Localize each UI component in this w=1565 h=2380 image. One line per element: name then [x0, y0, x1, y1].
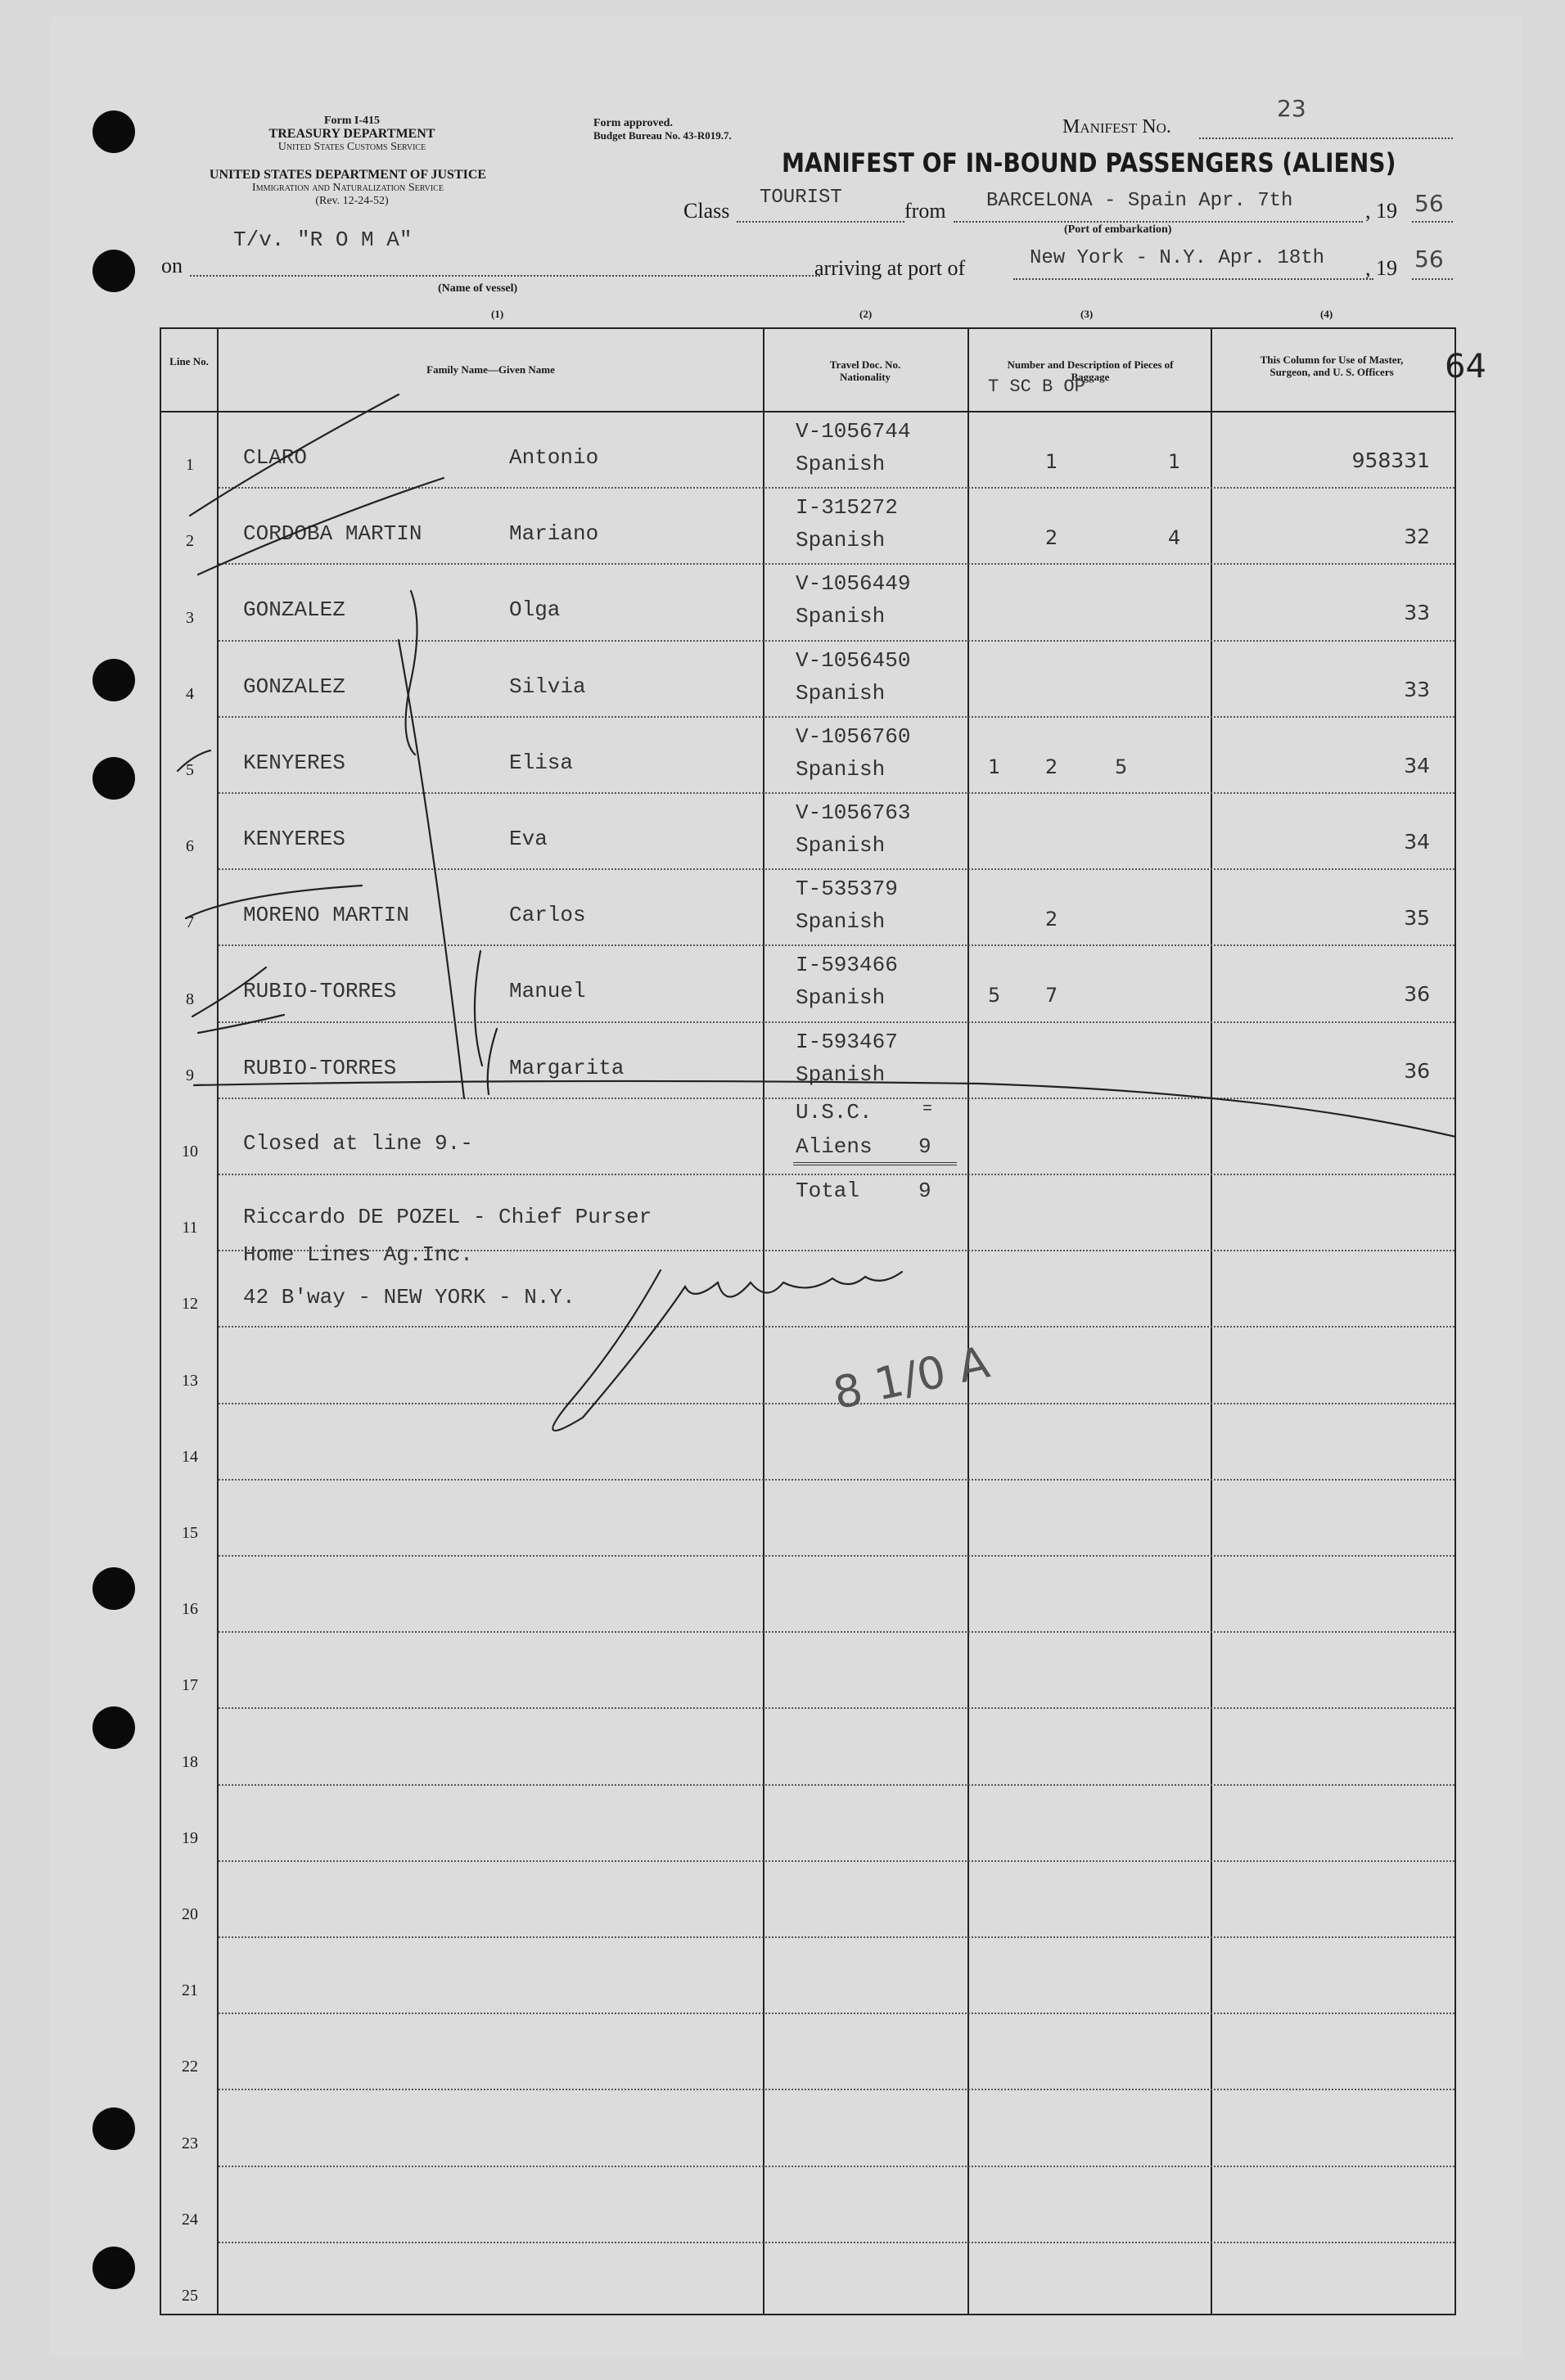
officer-note: 34	[1404, 753, 1430, 778]
usc-value: =	[922, 1100, 933, 1119]
travel-doc-number: I-315272	[796, 495, 898, 521]
line-number: 12	[182, 1295, 198, 1314]
line-number: 4	[186, 684, 194, 703]
nationality: Spanish	[796, 756, 886, 782]
handwritten-note: 8 1/0 A	[828, 1336, 994, 1420]
line-number: 9	[186, 1066, 194, 1084]
class-value: TOURIST	[760, 187, 842, 209]
vessel-value: T/v. "R O M A"	[233, 228, 413, 252]
manifest-no-label: Manifest No.	[1062, 116, 1171, 137]
budget-bureau: Budget Bureau No. 43-R019.7.	[593, 129, 732, 142]
binder-hole	[92, 1567, 135, 1610]
agent-name: Home Lines Ag.Inc.	[243, 1242, 473, 1267]
line-number: 23	[182, 2134, 198, 2152]
baggage-count: 2	[1045, 526, 1058, 550]
passenger-family-name: CLARO	[243, 445, 308, 470]
arrival-year: 56	[1414, 246, 1444, 273]
agent-address: 42 B'way - NEW YORK - N.Y.	[243, 1285, 575, 1309]
line-number: 13	[182, 1371, 198, 1390]
passenger-given-name: Manuel	[509, 979, 586, 1004]
baggage-count: 1	[1168, 450, 1181, 473]
form-number: Form I-415	[323, 115, 381, 127]
justice-department: UNITED STATES DEPARTMENT OF JUSTICE	[209, 168, 487, 182]
nationality: Spanish	[796, 909, 886, 935]
passenger-given-name: Eva	[509, 827, 548, 851]
baggage-count: 5	[988, 984, 1001, 1007]
header-officers: This Column for Use of Master, Surgeon, and U. S. Officers	[1260, 354, 1404, 378]
binder-hole	[92, 659, 135, 701]
nationality: Spanish	[796, 452, 886, 476]
col-number-2: (2)	[859, 308, 873, 320]
line-number: 18	[182, 1752, 198, 1771]
header-name: Family Name—Given Name	[426, 363, 555, 376]
nationality: Spanish	[796, 680, 886, 705]
line-number: 25	[182, 2287, 198, 2305]
nationality: Spanish	[796, 1062, 886, 1087]
usc-label: U.S.C.	[796, 1100, 873, 1125]
passenger-given-name: Silvia	[509, 674, 586, 699]
embarkation-year: 56	[1414, 190, 1444, 217]
header-line-no: Line No.	[169, 355, 209, 367]
binder-hole	[92, 757, 135, 800]
passenger-family-name: KENYERES	[243, 827, 345, 851]
line-number: 20	[182, 1905, 198, 1923]
header-travel-doc: Travel Doc. No. Nationality	[829, 358, 901, 383]
binder-hole	[92, 110, 135, 153]
on-label: on	[161, 254, 183, 277]
line-number: 16	[182, 1600, 198, 1619]
arrival-value: New York - N.Y. Apr. 18th	[1030, 247, 1325, 269]
line-number: 17	[182, 1676, 198, 1695]
nationality: Spanish	[796, 604, 886, 629]
nationality: Spanish	[796, 985, 886, 1011]
revision-date: (Rev. 12-24-52)	[315, 195, 389, 207]
line-number: 11	[182, 1219, 198, 1237]
passenger-table	[160, 327, 1456, 2315]
line-number: 6	[186, 837, 194, 856]
travel-doc-number: V-1056744	[796, 419, 911, 444]
line-number: 3	[186, 608, 194, 627]
binder-hole	[92, 1706, 135, 1749]
customs-service: United States Customs Service	[277, 141, 426, 153]
arriving-label: arriving at port of	[814, 256, 966, 280]
line-number: 10	[182, 1143, 198, 1161]
from-label: from	[904, 199, 946, 223]
passenger-family-name: KENYERES	[243, 750, 345, 775]
ink-marks	[161, 329, 1455, 2314]
line-number: 1	[186, 456, 194, 475]
year-prefix-1: , 19	[1365, 199, 1397, 223]
line-number: 15	[182, 1524, 198, 1542]
baggage-count: 4	[1168, 526, 1181, 550]
header-baggage-sub: T SC B OP	[988, 376, 1085, 397]
baggage-count: 5	[1115, 755, 1128, 778]
travel-doc-number: I-593467	[796, 1029, 898, 1054]
officer-note: 33	[1404, 677, 1430, 701]
port-embark-caption: (Port of embarkation)	[1064, 223, 1172, 236]
passenger-family-name: RUBIO-TORRES	[243, 979, 397, 1004]
passenger-family-name: RUBIO-TORRES	[243, 1055, 397, 1080]
baggage-count: 2	[1045, 755, 1058, 778]
officer-note: 32	[1404, 525, 1430, 549]
officer-note: 35	[1404, 906, 1430, 931]
travel-doc-number: V-1056450	[796, 647, 911, 673]
line-number: 14	[182, 1447, 198, 1466]
nationality: Spanish	[796, 833, 886, 858]
class-label: Class	[683, 199, 730, 223]
immigration-service: Immigration and Naturalization Service	[252, 182, 444, 194]
travel-doc-number: V-1056763	[796, 800, 911, 825]
binder-hole	[92, 250, 135, 292]
passenger-family-name: GONZALEZ	[243, 674, 345, 699]
officer-note: 958331	[1351, 449, 1430, 472]
passenger-given-name: Antonio	[509, 445, 599, 470]
passenger-given-name: Mariano	[509, 521, 599, 547]
officer-note: 34	[1404, 830, 1430, 854]
total-label: Total	[796, 1179, 860, 1203]
manifest-title: MANIFEST OF IN-BOUND PASSENGERS (ALIENS)	[782, 147, 1396, 178]
passenger-family-name: CORDOBA MARTIN	[243, 521, 422, 547]
col-number-4: (4)	[1320, 308, 1333, 320]
year-prefix-2: , 19	[1365, 256, 1397, 280]
col-number-3: (3)	[1080, 308, 1094, 320]
passenger-given-name: Carlos	[509, 903, 586, 928]
binder-hole	[92, 2247, 135, 2289]
baggage-count: 7	[1045, 984, 1058, 1007]
travel-doc-number: I-593466	[796, 953, 898, 978]
baggage-count: 1	[988, 755, 1001, 778]
chief-purser: Riccardo DE POZEL - Chief Purser	[243, 1205, 652, 1229]
total-value: 9	[918, 1179, 931, 1203]
aliens-label: Aliens	[796, 1134, 873, 1159]
nationality: Spanish	[796, 528, 886, 553]
passenger-given-name: Olga	[509, 597, 561, 623]
vessel-caption: (Name of vessel)	[438, 282, 518, 295]
line-number: 24	[182, 2210, 198, 2229]
form-approved: Form approved.	[593, 117, 673, 129]
officer-note: 33	[1404, 601, 1430, 625]
header-baggage: Number and Description of Pieces of Baggage	[1007, 358, 1174, 383]
travel-doc-number: V-1056449	[796, 571, 911, 597]
treasury-department: TREASURY DEPARTMENT	[268, 127, 435, 141]
line-number: 21	[182, 1981, 198, 2000]
officer-note: 36	[1404, 1058, 1430, 1083]
embarkation-value: BARCELONA - Spain Apr. 7th	[986, 190, 1293, 212]
travel-doc-number: T-535379	[796, 877, 898, 902]
passenger-given-name: Elisa	[509, 750, 574, 775]
baggage-count: 1	[1045, 450, 1058, 473]
passenger-family-name: GONZALEZ	[243, 597, 345, 623]
line-number: 22	[182, 2058, 198, 2076]
line-number: 7	[186, 913, 194, 932]
manifest-number: 23	[1277, 95, 1306, 122]
line-number: 5	[186, 761, 194, 779]
binder-hole	[92, 2107, 135, 2150]
page-number: 64	[1445, 348, 1486, 385]
travel-doc-number: V-1056760	[796, 723, 911, 749]
line-number: 19	[182, 1828, 198, 1847]
officer-note: 36	[1404, 982, 1430, 1007]
line-number: 8	[186, 989, 194, 1008]
passenger-given-name: Margarita	[509, 1055, 625, 1080]
passenger-family-name: MORENO MARTIN	[243, 903, 409, 928]
aliens-value: 9	[918, 1134, 931, 1159]
closed-note: Closed at line 9.-	[243, 1131, 473, 1156]
col-number-1: (1)	[491, 308, 504, 320]
line-number: 2	[186, 532, 194, 551]
baggage-count: 2	[1045, 908, 1058, 931]
